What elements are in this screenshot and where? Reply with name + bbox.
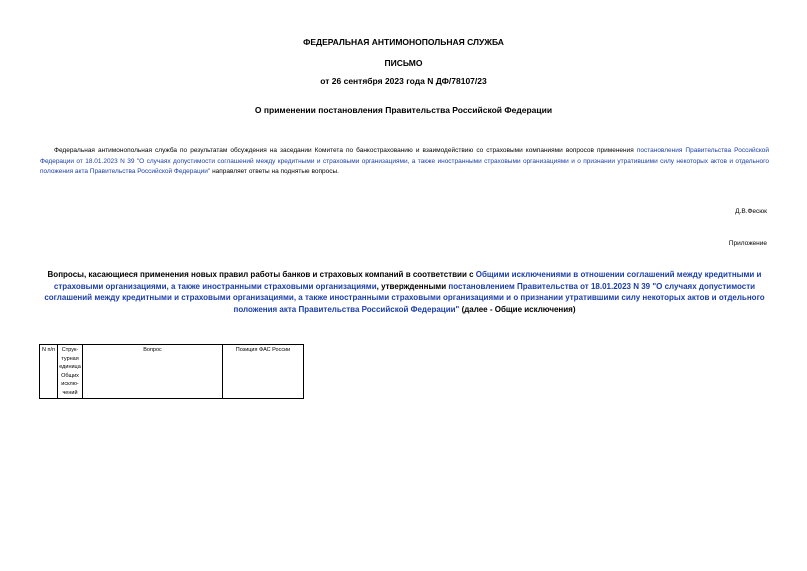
appendix-label: Приложение: [728, 240, 767, 247]
body-text-end: направляет ответы на поднятые вопросы.: [210, 168, 339, 175]
document-date-number: от 26 сентября 2023 года N ДФ/78107/23: [320, 76, 487, 86]
column-header-fas-position: Позиция ФАС России: [223, 345, 304, 399]
body-paragraph: [40, 146, 769, 178]
general-exceptions-link[interactable]: Общими исключениями в отношении соглашений между кредитными и страховыми организациями, а также иностранными страховыми организациями: [53, 270, 762, 291]
document-subject: О применении постановления Правительства Российской Федерации: [254, 105, 553, 115]
questions-heading: [40, 269, 769, 315]
column-header-question: Вопрос: [83, 345, 223, 399]
resolution-link[interactable]: постановления Правительства Российской Федерации от 18.01.2023 N 39 "О случаях допустимости соглашений между кредитными и страховыми организациями, а также иностранными страховыми организациями и о признании утратившими силу некоторых актов и отдельного положения акта Правительства Российской Федерации": [40, 147, 769, 175]
questions-table: [39, 344, 304, 399]
government-resolution-link[interactable]: постановлением Правительства от 18.01.2023 N 39 "О случаях допустимости соглашений между кредитными и страховыми организациями, а также иностранными страховыми организациями и о признании утратившими силу некоторых актов и отдельного положения акта Правительства Российской Федерации": [44, 281, 765, 314]
document-type: ПИСЬМО: [384, 58, 423, 68]
column-header-structural-unit: Струк-турная единица Общих исклю-чений: [58, 345, 83, 399]
column-header-number: N п/п: [40, 345, 58, 399]
signature: Д.В.Фесюк: [735, 208, 767, 215]
agency-title: ФЕДЕРАЛЬНАЯ АНТИМОНОПОЛЬНАЯ СЛУЖБА: [303, 37, 504, 47]
questions-heading-part2: , утвержденными: [376, 281, 449, 291]
questions-heading-part1: Вопросы, касающиеся применения новых правил работы банков и страховых компаний в соответствии с: [47, 270, 476, 279]
body-text-start: Федеральная антимонопольная служба по результатам обсуждения на заседании Комитета по банкострахованию и взаимодействию со страховыми компаниями вопросов применения: [54, 147, 637, 154]
questions-heading-part3: (далее - Общие исключения): [459, 304, 576, 314]
table-header-row: [40, 345, 304, 399]
